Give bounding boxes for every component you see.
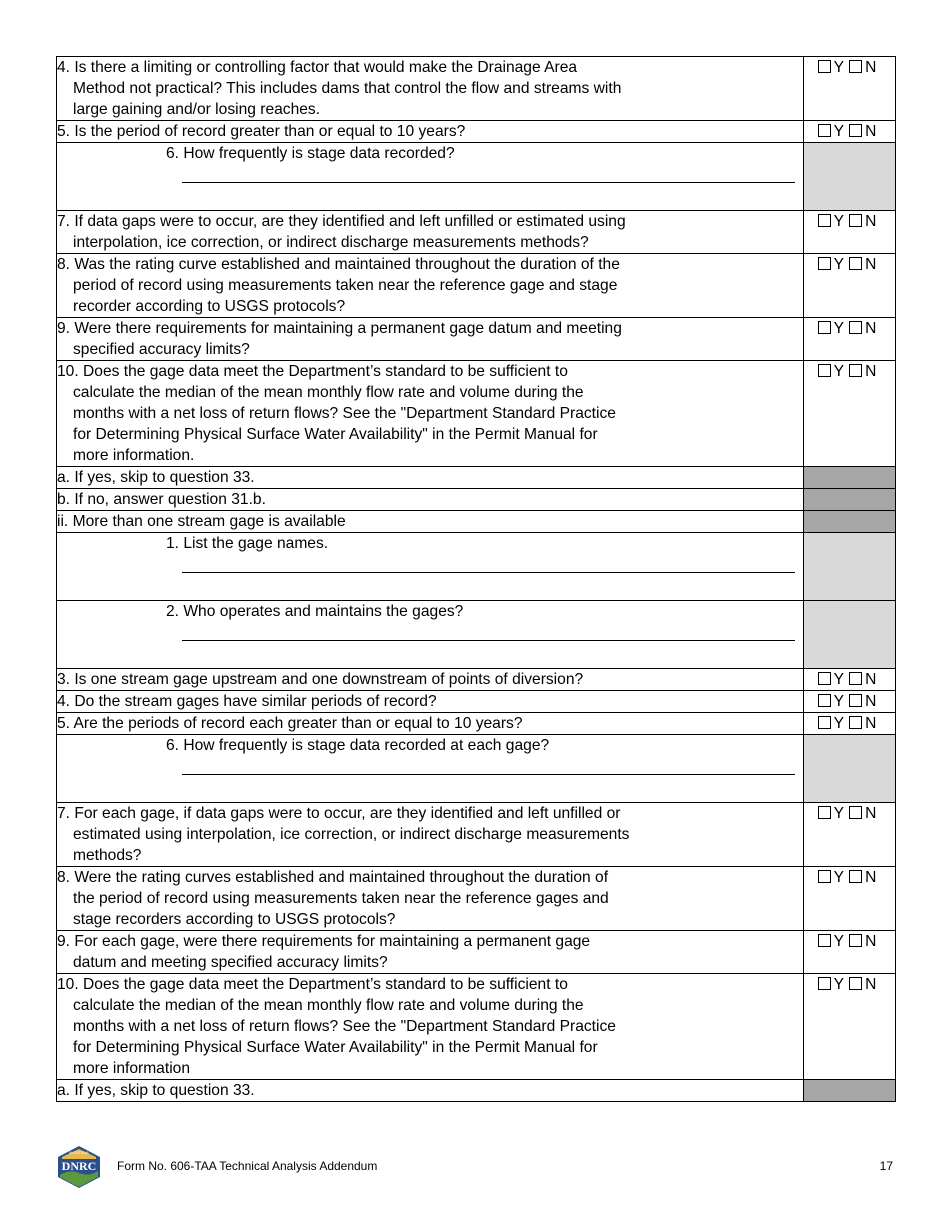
table-row [57,931,896,974]
yes-checkbox[interactable] [818,934,831,947]
yes-label: Y [833,976,845,993]
yes-no-cell [804,669,896,691]
yes-no-cell [804,691,896,713]
question-cell [57,143,804,211]
yes-checkbox[interactable] [818,124,831,137]
question-text-continued: the period of record using measurements taken near the reference gages and [73,890,609,907]
no-checkbox[interactable] [849,694,862,707]
table-row [57,533,896,601]
question-text: 3. Is one stream gage upstream and one downstream of points of diversion? [57,671,584,688]
no-label: N [865,320,877,337]
question-cell [57,361,804,467]
table-row [57,691,896,713]
no-label: N [865,933,877,950]
no-checkbox[interactable] [849,257,862,270]
no-checkbox[interactable] [849,672,862,685]
question-text-continued: estimated using interpolation, ice correction, or indirect discharge measurements [73,826,630,843]
answer-line[interactable] [182,560,795,573]
yes-label: Y [833,256,845,273]
table-row [57,974,896,1080]
table-row [57,489,896,511]
yes-checkbox[interactable] [818,716,831,729]
yes-checkbox[interactable] [818,694,831,707]
yes-checkbox[interactable] [818,870,831,883]
yes-label: Y [833,671,845,688]
yes-no-cell [804,974,896,1080]
yes-label: Y [833,123,845,140]
no-label: N [865,671,877,688]
no-checkbox[interactable] [849,806,862,819]
table-row [57,669,896,691]
no-label: N [865,123,877,140]
no-checkbox[interactable] [849,321,862,334]
question-text: b. If no, answer question 31.b. [57,491,266,508]
yes-label: Y [833,715,845,732]
no-label: N [865,256,877,273]
table-row [57,121,896,143]
question-cell [57,57,804,121]
yes-checkbox[interactable] [818,364,831,377]
question-text: a. If yes, skip to question 33. [57,1082,255,1099]
question-cell [57,713,804,735]
svg-text:DNRC: DNRC [61,1159,97,1173]
question-text: 6. How frequently is stage data recorded at each gage? [166,737,550,754]
question-text: 4. Do the stream gages have similar periods of record? [57,693,437,710]
table-row [57,254,896,318]
question-cell [57,931,804,974]
question-text: 7. If data gaps were to occur, are they identified and left unfilled or estimated using [57,213,626,230]
yes-label: Y [833,320,845,337]
question-cell [57,533,804,601]
no-label: N [865,805,877,822]
question-text: a. If yes, skip to question 33. [57,469,255,486]
svg-text:MONTANA: MONTANA [69,1150,89,1155]
question-text-continued: interpolation, ice correction, or indirect discharge measurements methods? [73,234,589,251]
shaded-cell-light [804,601,896,669]
table-row [57,467,896,489]
yes-no-cell [804,318,896,361]
no-checkbox[interactable] [849,60,862,73]
answer-line[interactable] [182,628,795,641]
table-row [57,143,896,211]
yes-no-cell [804,867,896,931]
no-checkbox[interactable] [849,124,862,137]
question-cell [57,121,804,143]
question-text: 7. For each gage, if data gaps were to occur, are they identified and left unfilled or [57,805,621,822]
question-text: 10. Does the gage data meet the Department’s standard to be sufficient to [57,976,568,993]
question-text-continued: calculate the median of the mean monthly flow rate and volume during the [73,997,584,1014]
question-text: 8. Were the rating curves established and maintained throughout the duration of [57,869,609,886]
question-cell [57,735,804,803]
question-text-continued: months with a net loss of return flows? See the "Department Standard Practice [73,405,616,422]
yes-label: Y [833,213,845,230]
question-text: 5. Is the period of record greater than or equal to 10 years? [57,123,466,140]
page-number: 17 [879,1159,893,1173]
yes-label: Y [833,59,845,76]
no-label: N [865,976,877,993]
question-text-continued: methods? [73,847,142,864]
yes-label: Y [833,869,845,886]
question-cell [57,489,804,511]
question-text-continued: stage recorders according to USGS protocols? [73,911,396,928]
no-label: N [865,693,877,710]
question-text: 5. Are the periods of record each greater than or equal to 10 years? [57,715,523,732]
yes-checkbox[interactable] [818,672,831,685]
yes-checkbox[interactable] [818,214,831,227]
yes-no-cell [804,931,896,974]
table-row [57,361,896,467]
shaded-cell-dark [804,489,896,511]
no-checkbox[interactable] [849,977,862,990]
yes-no-cell [804,57,896,121]
shaded-cell-dark [804,467,896,489]
shaded-cell-light [804,533,896,601]
question-cell [57,254,804,318]
question-cell [57,691,804,713]
question-text: 6. How frequently is stage data recorded? [166,145,455,162]
question-cell [57,601,804,669]
question-cell [57,211,804,254]
yes-checkbox[interactable] [818,60,831,73]
question-text: 1. List the gage names. [166,535,329,552]
question-text-continued: months with a net loss of return flows? See the "Department Standard Practice [73,1018,616,1035]
yes-no-cell [804,361,896,467]
no-label: N [865,213,877,230]
question-cell [57,803,804,867]
dnrc-logo [56,1145,102,1189]
question-text-continued: specified accuracy limits? [73,341,250,358]
question-cell [57,974,804,1080]
question-text: 2. Who operates and maintains the gages? [166,603,464,620]
question-text-continued: more information [73,1060,190,1077]
shaded-cell-dark [804,1080,896,1102]
question-text-continued: period of record using measurements taken near the reference gage and stage [73,277,618,294]
yes-no-cell [804,121,896,143]
question-cell [57,318,804,361]
question-cell [57,467,804,489]
table-row [57,713,896,735]
yes-no-cell [804,713,896,735]
no-checkbox[interactable] [849,934,862,947]
yes-label: Y [833,363,845,380]
table-row [57,735,896,803]
yes-label: Y [833,933,845,950]
table-row [57,511,896,533]
answer-line[interactable] [182,170,795,183]
yes-no-cell [804,211,896,254]
question-cell [57,1080,804,1102]
shaded-cell-light [804,735,896,803]
question-text-continued: large gaining and/or losing reaches. [73,101,321,118]
table-row [57,803,896,867]
question-text: 4. Is there a limiting or controlling factor that would make the Drainage Area [57,59,578,76]
yes-checkbox[interactable] [818,806,831,819]
shaded-cell-dark [804,511,896,533]
table-row [57,57,896,121]
question-text-continued: recorder according to USGS protocols? [73,298,346,315]
yes-label: Y [833,693,845,710]
no-label: N [865,59,877,76]
table-row [57,867,896,931]
question-cell [57,511,804,533]
no-checkbox[interactable] [849,870,862,883]
question-text: 9. Were there requirements for maintaining a permanent gage datum and meeting [57,320,622,337]
question-text: ii. More than one stream gage is available [57,513,346,530]
table-row [57,211,896,254]
page-footer [56,1145,895,1189]
no-checkbox[interactable] [849,214,862,227]
form-number: Form No. 606-TAA Technical Analysis Addendum [117,1159,378,1173]
yes-checkbox[interactable] [818,257,831,270]
no-checkbox[interactable] [849,364,862,377]
question-cell [57,867,804,931]
table-row [57,601,896,669]
yes-no-cell [804,254,896,318]
question-text: 9. For each gage, were there requirements for maintaining a permanent gage [57,933,591,950]
shaded-cell-light [804,143,896,211]
table-row [57,1080,896,1102]
no-label: N [865,715,877,732]
no-label: N [865,869,877,886]
question-text-continued: datum and meeting specified accuracy limits? [73,954,388,971]
table-row [57,318,896,361]
question-text-continued: Method not practical? This includes dams that control the flow and streams with [73,80,622,97]
question-cell [57,669,804,691]
question-text: 8. Was the rating curve established and maintained throughout the duration of the [57,256,620,273]
yes-no-cell [804,803,896,867]
yes-checkbox[interactable] [818,321,831,334]
no-checkbox[interactable] [849,716,862,729]
no-label: N [865,363,877,380]
questionnaire-table [56,56,896,1102]
question-text-continued: calculate the median of the mean monthly flow rate and volume during the [73,384,584,401]
question-text-continued: for Determining Physical Surface Water Availability" in the Permit Manual for [73,1039,598,1056]
question-text: 10. Does the gage data meet the Department’s standard to be sufficient to [57,363,568,380]
question-text-continued: more information. [73,447,195,464]
yes-checkbox[interactable] [818,977,831,990]
yes-label: Y [833,805,845,822]
answer-line[interactable] [182,762,795,775]
question-text-continued: for Determining Physical Surface Water Availability" in the Permit Manual for [73,426,598,443]
